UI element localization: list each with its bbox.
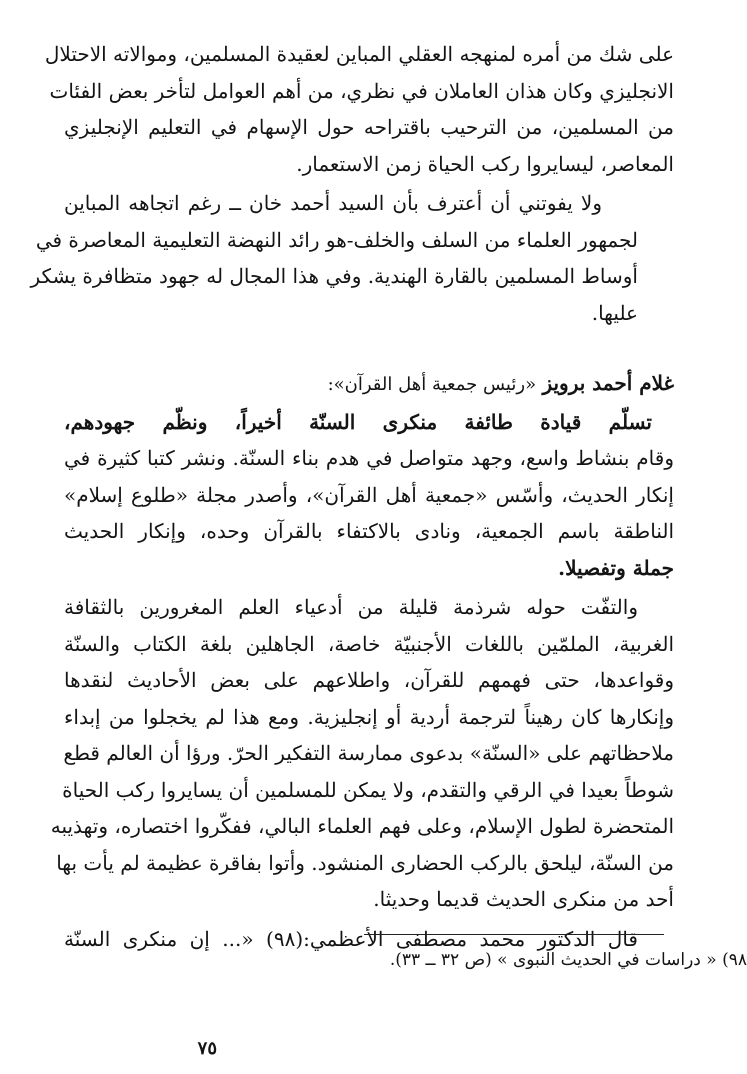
text-line: لجمهور العلماء من السلف والخلف-هو رائد النهضة التعليمية المعاصرة في (35, 227, 638, 252)
text-line: الانجليزي وكان هذان العاملان في نظري، من أهم العوامل لتأخر بعض الفئات (49, 78, 674, 103)
footnote: ٩٨) « دراسات في الحديث النبوى » (ص ٣٢ ــ ٣٣). (389, 950, 747, 970)
footnote-divider (364, 934, 664, 935)
text-line: من السنّة، ليلحق بالركب الحضارى المنشود. وأتوا بفاقرة عظيمة لم يأت بها (56, 850, 674, 875)
text-line: ملاحظاتهم على «السنّة» بدعوى ممارسة التفكير الحرّ. ورؤا أن العالم قطع (63, 741, 674, 765)
document-page (30, 36, 674, 1046)
text-line: وإنكارها كان رهيناً لترجمة أردية أو إنجليزية. ومع هذا لم يخجلوا من إبداء (64, 704, 674, 729)
paragraph-2 (30, 185, 674, 331)
text-line: أحد من منكرى الحديث قديما وحديثا. (373, 887, 674, 911)
text-line: ولا يفوتني أن أعترف بأن السيد أحمد خان ــ رغم اتجاهه المباين (64, 191, 602, 215)
paragraph-3 (64, 404, 674, 587)
text-line: الناطقة باسم الجمعية، ونادى بالاكتفاء بالقرآن وحده، وإنكار الحديث (64, 519, 674, 543)
text-line: شوطاً بعيدا في الرقي والتقدم، ولا يمكن للمسلمين أن يسايروا ركب الحياة (62, 777, 674, 802)
section-heading (64, 365, 674, 404)
text-line: المعاصر، ليسايروا ركب الحياة زمن الاستعمار. (296, 151, 674, 176)
text-line: والتفّت حوله شرذمة قليلة من أدعياء العلم المغرورين بالثقافة (64, 595, 638, 619)
text-line: من المسلمين، من الترحيب باقتراحه حول الإسهام في التعليم الإنجليزي (64, 115, 674, 139)
text-line: وقواعدها، حتى فهمهم للقرآن، واطلاعهم على بعض الأحاديث لنقدها (64, 668, 674, 692)
paragraph-1 (44, 36, 674, 182)
paragraph-4 (50, 589, 674, 918)
text-line: أوساط المسلمين بالقارة الهندية. وفي هذا المجال له جهود متظافرة يشكر (30, 264, 638, 288)
text-line: عليها. (591, 300, 638, 325)
text-line: إنكار الحديث، وأسّس «جمعية أهل القرآن»، وأصدر مجلة «طلوع إسلام» (64, 482, 674, 507)
text-line: جملة وتفصيلا. (558, 555, 674, 580)
heading-subtitle: «رئيس جمعية أهل القرآن»: (327, 374, 537, 395)
text-line: تسلّم قيادة طائفة منكرى السنّة أخيراً، ونظّم جهودهم، (64, 409, 652, 434)
page-number: ٧٥ (197, 1038, 217, 1059)
heading-name: غلام أحمد برويز (542, 371, 674, 395)
text-line: قال الدكتور محمد مصطفى الأعظمي:(٩٨) «... إن منكرى السنّة (64, 926, 638, 951)
text-line: وقام بنشاط واسع، وجهد متواصل في هدم بناء السنّة. ونشر كتبا كثيرة في (64, 446, 674, 470)
text-line: المتحضرة لطول الإسلام، وعلى فهم العلماء البالي، ففكّروا اختصاره، وتهذيبه (50, 814, 674, 838)
text-line: على شك من أمره لمنهجه العقلي المباين لعقيدة المسلمين، وموالاته الاحتلال (44, 42, 674, 66)
text-line: الغربية، الملمّين باللغات الأجنبيّة خاصة، الجاهلين بلغة الكتاب والسنّة (64, 631, 674, 656)
